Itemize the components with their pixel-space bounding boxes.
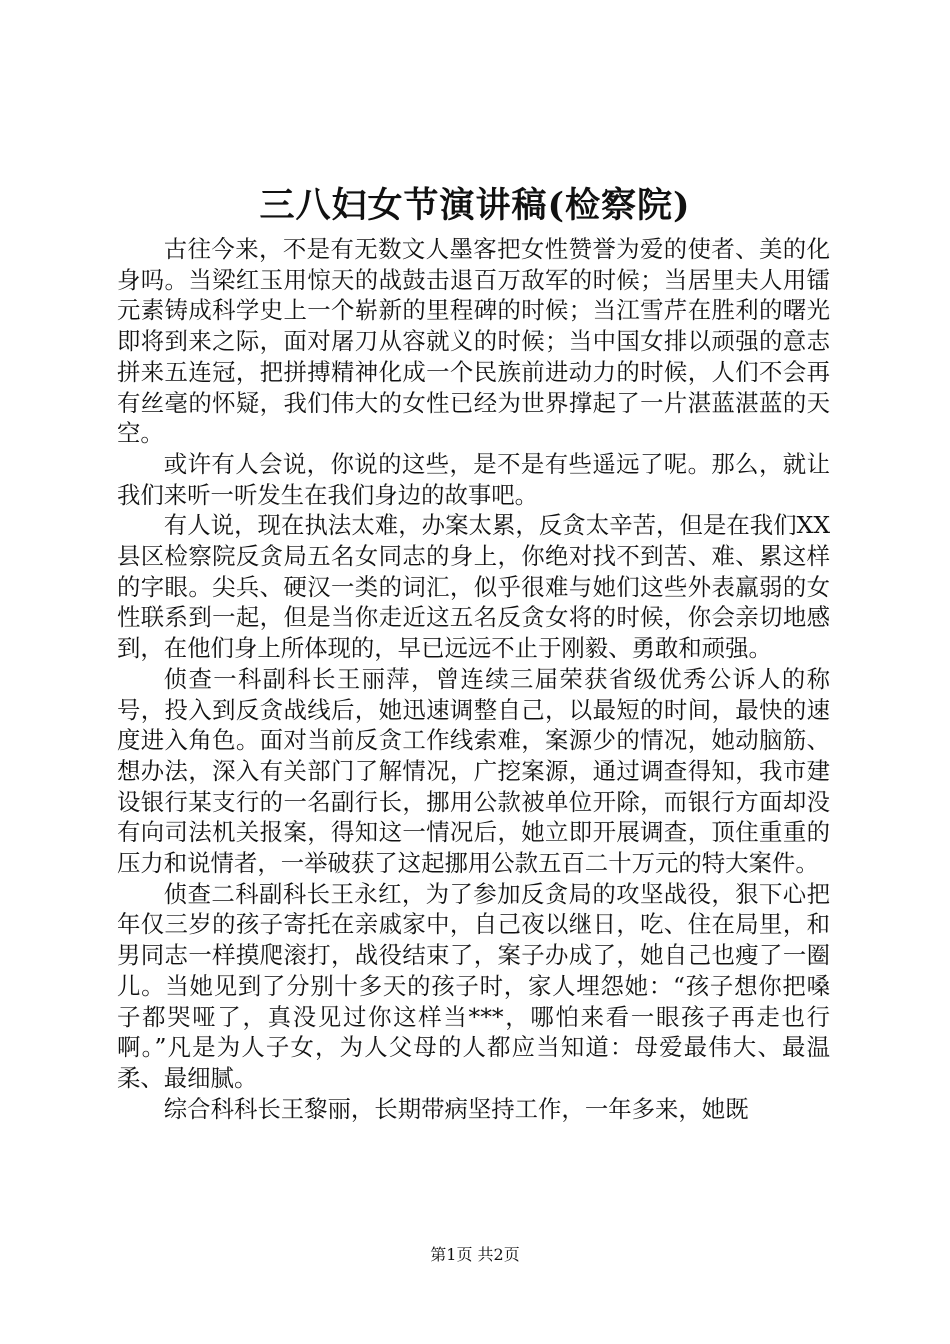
page-number-footer: 第1页 共2页 (430, 1245, 520, 1264)
document-title: 三八妇女节演讲稿(检察院) (259, 185, 691, 226)
paragraph: 综合科科长王黎丽，长期带病坚持工作，一年多来，她既 (163, 1094, 749, 1123)
paragraph: 侦查二科副科长王永红，为了参加反贪局的攻坚战役，狠下心把年仅三岁的孩子寄托在亲戚家中，自己夜以继日，吃、住在局里，和男同志一样摸爬滚打，战役结束了，案子办成了，她自己也瘦了一圈儿。当她见到了分别十多天的孩子时，家人埋怨她：“孩子想你把嗓子都哭哑了，真没见过你这样当***，哪怕来看一眼孩子再走也行啊。”凡是为人子女，为人父母的人都应当知道：母爱最伟大、最温柔、最细腻。 (117, 879, 830, 1092)
paragraph: 侦查一科副科长王丽萍，曾连续三届荣获省级优秀公诉人的称号，投入到反贪战线后，她迅速调整自己，以最短的时间，最快的速度进入角色。面对当前反贪工作线索难，案源少的情况，她动脑筋、想办法，深入有关部门了解情况，广挖案源，通过调查得知，我市建设银行某支行的一名副行长，挪用公款被单位开除，而银行方面却没有向司法机关报案，得知这一情况后，她立即开展调查，顶住重重的压力和说情者，一举破获了这起挪用公款五百二十万元的特大案件。 (117, 664, 830, 878)
paragraph: 或许有人会说，你说的这些，是不是有些遥远了呢。那么，就让我们来听一听发生在我们身边的故事吧。 (117, 449, 830, 509)
document-body (117, 234, 830, 1124)
paragraph: 古往今来，不是有无数文人墨客把女性赞誉为爱的使者、美的化身吗。当梁红玉用惊天的战鼓击退百万敌军的时候；当居里夫人用镭元素铸成科学史上一个崭新的里程碑的时候；当江雪芹在胜利的曙光即将到来之际，面对屠刀从容就义的时候；当中国女排以顽强的意志拼来五连冠，把拼搏精神化成一个民族前进动力的时候，人们不会再有丝毫的怀疑，我们伟大的女性已经为世界撑起了一片湛蓝湛蓝的天空。 (117, 235, 830, 448)
paragraph: 有人说，现在执法太难，办案太累，反贪太辛苦，但是在我们XX县区检察院反贪局五名女同志的身上，你绝对找不到苦、难、累这样的字眼。尖兵、硬汉一类的词汇，似乎很难与她们这些外表羸弱的女性联系到一起，但是当你走近这五名反贪女将的时候，你会亲切地感到，在他们身上所体现的，早已远远不止于刚毅、勇敢和顽强。 (117, 511, 830, 663)
